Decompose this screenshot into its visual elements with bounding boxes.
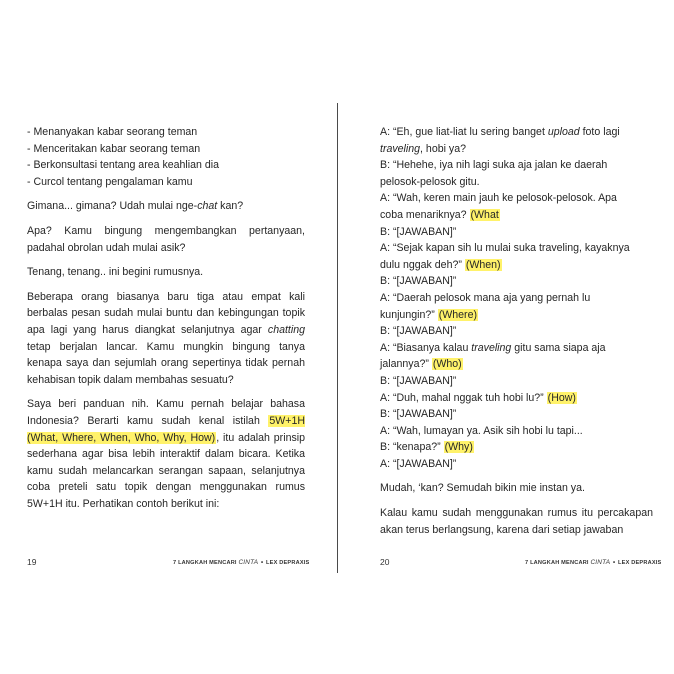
footer-bullet: • <box>612 560 616 566</box>
highlight-when: (When) <box>465 258 501 271</box>
bullet-list <box>27 124 305 190</box>
footer-title-script: CINTA <box>590 559 611 566</box>
dialog-line: coba menariknya? <box>380 208 467 221</box>
highlight-why: (Why) <box>444 441 473 454</box>
dialog-line: pelosok-pelosok gitu. <box>380 175 480 188</box>
left-page-body <box>27 124 305 520</box>
text-run: tetap berjalan lancar. Kamu mungkin bingung tanya kenapa saya dan sejumlah orang sepertinya tidak pernah kehabisan topik dalam membahas sesuatu? <box>27 340 305 386</box>
dialog-line: B: “[JAWABAN]” <box>380 225 457 238</box>
italic-run: chat <box>197 200 218 213</box>
text-run: , itu adalah prinsip sederhana agar bisa lebih interaktif dalam bicara. Ketika kamu sudah melancarkan serangan sapaan, selanjutnya coba preteli satu topik dengan menggunakan rumus 5W+1H itu. Perhatikan contoh berikut ini: <box>27 431 305 510</box>
text-run: Beberapa orang biasanya baru tiga atau empat kali berbalas pesan sudah mulai buntu dan kebingungan topik apa lagi yang harus diangkat selanjutnya agar <box>27 290 305 336</box>
paragraph-mudah: Mudah, ‘kan? Semudah bikin mie instan ya. <box>380 482 585 495</box>
footer-title-script: CINTA <box>238 559 259 566</box>
dialog-line: B: “Hehehe, iya nih lagi suka aja jalan ke daerah <box>380 159 608 172</box>
paragraph-tenang: Tenang, tenang.. ini begini rumusnya. <box>27 266 204 279</box>
italic-run: chatting <box>267 323 305 336</box>
dialog-line: A: “Duh, mahal nggak tuh hobi lu?” <box>380 391 544 404</box>
dialog-line: A: “[JAWABAN]” <box>380 457 457 470</box>
dialog-line: A: “Daerah pelosok mana aja yang pernah lu <box>380 291 591 304</box>
dialog-line: B: “[JAWABAN]” <box>380 408 457 421</box>
italic-run: traveling <box>380 142 421 155</box>
dialog-line: foto lagi <box>579 126 620 138</box>
paragraph-beberapa <box>27 289 305 389</box>
highlight-where: (Where) <box>438 308 477 321</box>
page-number: 20 <box>380 557 390 567</box>
dialog-line: A: “Sejak kapan sih lu mulai suka traveling, kayaknya <box>380 242 630 255</box>
dialog-line: A: “Biasanya kalau <box>380 341 472 354</box>
running-footer <box>525 559 661 566</box>
paragraph-apa: Apa? Kamu bingung mengembangkan pertanyaan, padahal obrolan udah mulai asik? <box>27 224 305 254</box>
italic-run: traveling <box>471 341 512 354</box>
dialog-line: A: “Wah, keren main jauh ke pelosok-pelosok. Apa <box>380 192 617 205</box>
dialog-line: B: “[JAWABAN]” <box>380 374 457 387</box>
text-run: Saya beri panduan nih. Kamu pernah belajar bahasa Indonesia? Berarti kamu sudah kenal istilah <box>27 398 305 427</box>
dialog-line: B: “[JAWABAN]” <box>380 275 457 288</box>
bullet-item: - Menceritakan kabar seorang teman <box>27 142 201 155</box>
footer-title: 7 LANGKAH MENCARI <box>173 560 237 566</box>
footer-bullet: • <box>260 560 264 566</box>
highlight-who: (Who) <box>432 358 462 371</box>
dialog-line: dulu nggak deh?” <box>380 258 462 271</box>
footer-author: LEX DEPRAXIS <box>266 560 310 566</box>
dialog-line: A: “Wah, lumayan ya. Asik sih hobi lu tapi... <box>380 424 583 437</box>
dialog-block <box>380 124 653 472</box>
highlight-how: (How) <box>547 391 576 404</box>
dialog-line: A: “Eh, gue liat-liat lu sering banget <box>380 126 548 138</box>
right-page-body <box>380 124 653 546</box>
running-footer <box>173 559 309 566</box>
right-page <box>338 0 674 674</box>
text-run: kan? <box>217 200 244 213</box>
footer-author: LEX DEPRAXIS <box>618 560 662 566</box>
italic-run: upload <box>547 126 580 138</box>
page-number: 19 <box>27 557 37 567</box>
dialog-line: , hobi ya? <box>420 142 466 155</box>
footer-title: 7 LANGKAH MENCARI <box>525 560 589 566</box>
dialog-line: jalannya?” <box>380 358 429 371</box>
bullet-item: - Menanyakan kabar seorang teman <box>27 126 198 138</box>
text-run: Gimana... gimana? Udah mulai nge- <box>27 200 198 213</box>
bullet-item: - Berkonsultasi tentang area keahlian dia <box>27 159 219 172</box>
paragraph-kalau: Kalau kamu sudah menggunakan rumus itu percakapan akan terus berlangsung, karena dari setiap jawaban <box>380 507 653 536</box>
dialog-line: kunjungin?” <box>380 308 435 321</box>
dialog-line: B: “kenapa?” <box>380 441 441 454</box>
highlighted-5w1h: 5W+1H (What, Where, When, Who, Why, How) <box>27 414 305 444</box>
paragraph-gimana <box>27 198 305 215</box>
highlight-what: (What <box>470 208 499 221</box>
dialog-line: B: “[JAWABAN]” <box>380 325 457 338</box>
dialog-line: gitu sama siapa aja <box>511 341 606 354</box>
bullet-item: - Curcol tentang pengalaman kamu <box>27 175 193 188</box>
paragraph-saya <box>27 396 305 512</box>
